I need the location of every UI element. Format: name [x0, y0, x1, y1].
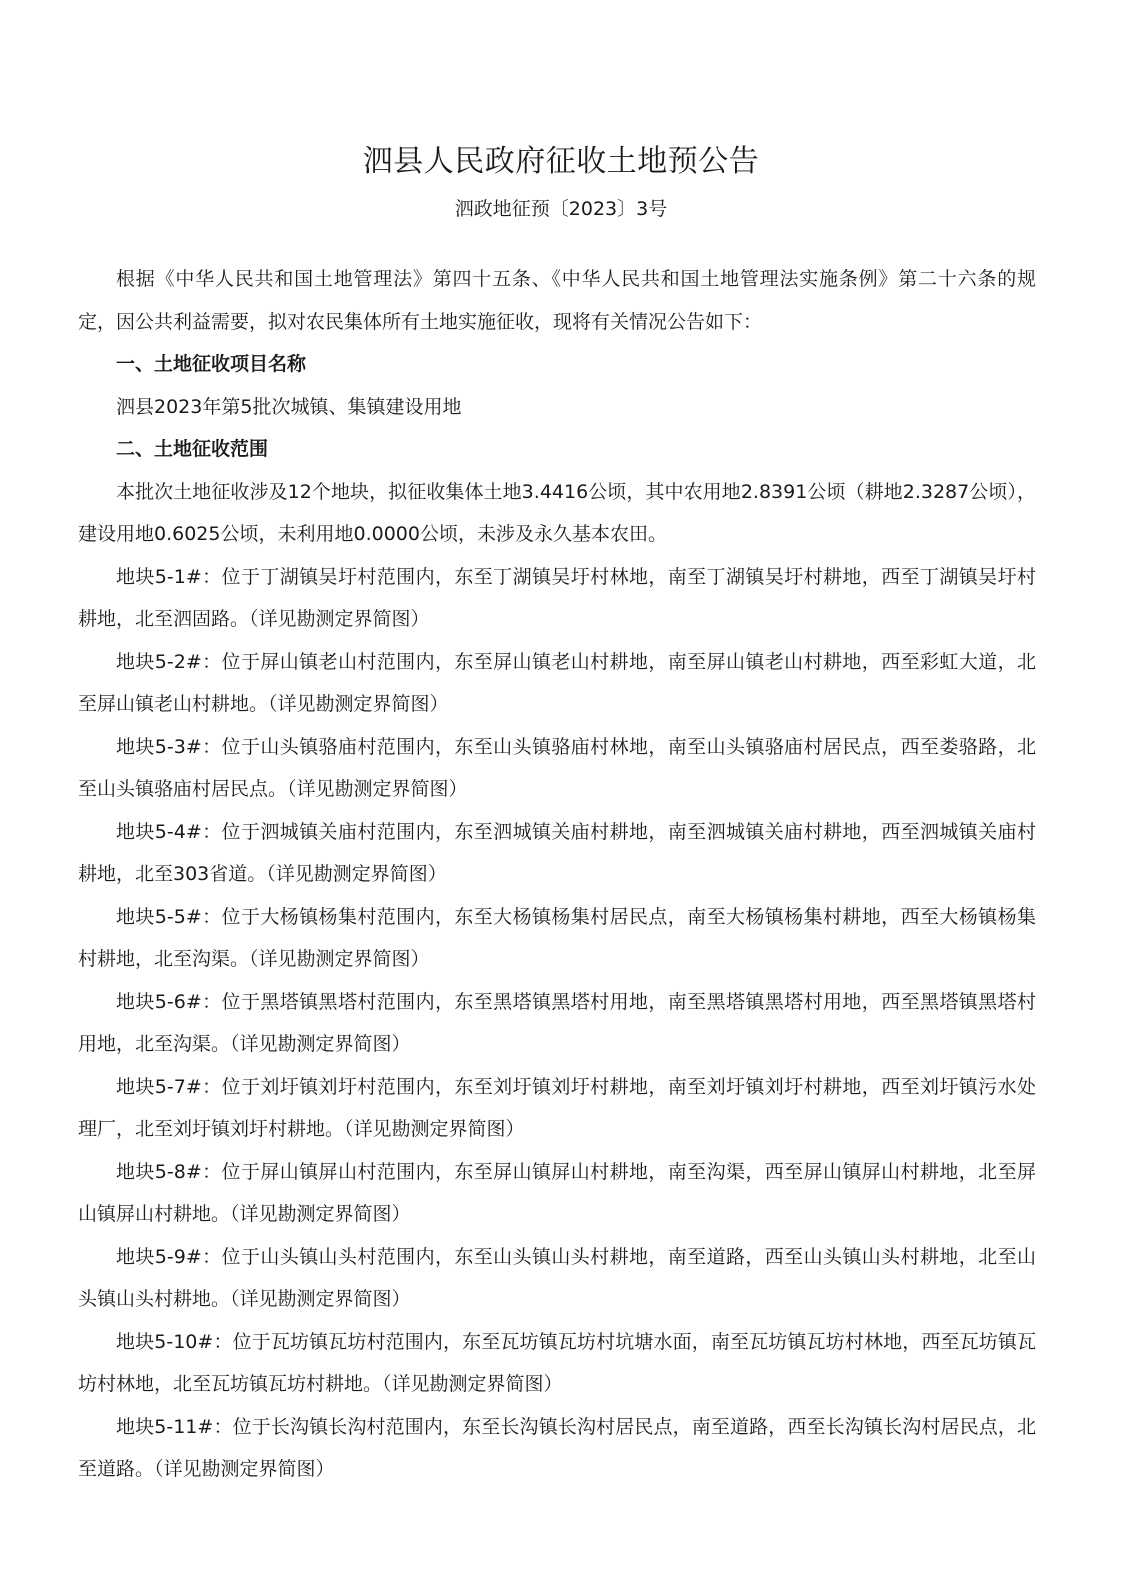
- document-title: 泗县人民政府征收土地预公告: [362, 144, 760, 179]
- parcel-paragraph: 地块5-11#：位于长沟镇长沟村范围内，东至长沟镇长沟村居民点，南至道路，西至长沟镇长沟村居民点，北至道路。（详见勘测定界简图）: [78, 1415, 1036, 1480]
- document-number: 泗政地征预〔2023〕3号: [454, 198, 668, 220]
- parcel-paragraph: 地块5-7#：位于刘圩镇刘圩村范围内，东至刘圩镇刘圩村耕地，南至刘圩镇刘圩村耕地，西至刘圩镇污水处理厂，北至刘圩镇刘圩村耕地。（详见勘测定界简图）: [78, 1075, 1036, 1140]
- parcel-paragraph: 地块5-1#：位于丁湖镇吴圩村范围内，东至丁湖镇吴圩村林地，南至丁湖镇吴圩村耕地，西至丁湖镇吴圩村耕地，北至泗固路。（详见勘测定界简图）: [78, 565, 1036, 630]
- section-heading-project-name: 一、土地征收项目名称: [116, 353, 307, 375]
- parcel-paragraph: 地块5-9#：位于山头镇山头村范围内，东至山头镇山头村耕地，南至道路，西至山头镇山头村耕地，北至山头镇山头村耕地。（详见勘测定界简图）: [78, 1245, 1036, 1310]
- parcel-paragraph: 地块5-3#：位于山头镇骆庙村范围内，东至山头镇骆庙村林地，南至山头镇骆庙村居民点，西至娄骆路，北至山头镇骆庙村居民点。（详见勘测定界简图）: [78, 735, 1036, 800]
- document-body: [78, 258, 1036, 1491]
- project-name-paragraph: 泗县2023年第5批次城镇、集镇建设用地: [116, 395, 462, 418]
- section-heading-scope: 二、土地征收范围: [116, 438, 269, 460]
- parcel-paragraph: 地块5-10#：位于瓦坊镇瓦坊村范围内，东至瓦坊镇瓦坊村坑塘水面，南至瓦坊镇瓦坊村林地，西至瓦坊镇瓦坊村林地，北至瓦坊镇瓦坊村耕地。（详见勘测定界简图）: [78, 1330, 1036, 1395]
- parcel-paragraph: 地块5-6#：位于黑塔镇黑塔村范围内，东至黑塔镇黑塔村用地，南至黑塔镇黑塔村用地，西至黑塔镇黑塔村用地，北至沟渠。（详见勘测定界简图）: [78, 990, 1036, 1055]
- parcel-paragraph: 地块5-8#：位于屏山镇屏山村范围内，东至屏山镇屏山村耕地，南至沟渠，西至屏山镇屏山村耕地，北至屏山镇屏山村耕地。（详见勘测定界简图）: [78, 1160, 1036, 1225]
- intro-paragraph: 根据《中华人民共和国土地管理法》第四十五条、《中华人民共和国土地管理法实施条例》第二十六条的规定，因公共利益需要，拟对农民集体所有土地实施征收，现将有关情况公告如下：: [78, 268, 1036, 333]
- scope-paragraph: 本批次土地征收涉及12个地块，拟征收集体土地3.4416公顷，其中农用地2.8391公顷（耕地2.3287公顷），建设用地0.6025公顷，未利用地0.0000公顷，未涉及永久基本农田。: [78, 480, 1036, 545]
- parcel-paragraph: 地块5-4#：位于泗城镇关庙村范围内，东至泗城镇关庙村耕地，南至泗城镇关庙村耕地，西至泗城镇关庙村耕地，北至303省道。（详见勘测定界简图）: [78, 820, 1036, 885]
- parcel-paragraph: 地块5-2#：位于屏山镇老山村范围内，东至屏山镇老山村耕地，南至屏山镇老山村耕地，西至彩虹大道，北至屏山镇老山村耕地。（详见勘测定界简图）: [78, 650, 1036, 715]
- parcel-paragraph: 地块5-5#：位于大杨镇杨集村范围内，东至大杨镇杨集村居民点，南至大杨镇杨集村耕地，西至大杨镇杨集村耕地，北至沟渠。（详见勘测定界简图）: [78, 905, 1036, 970]
